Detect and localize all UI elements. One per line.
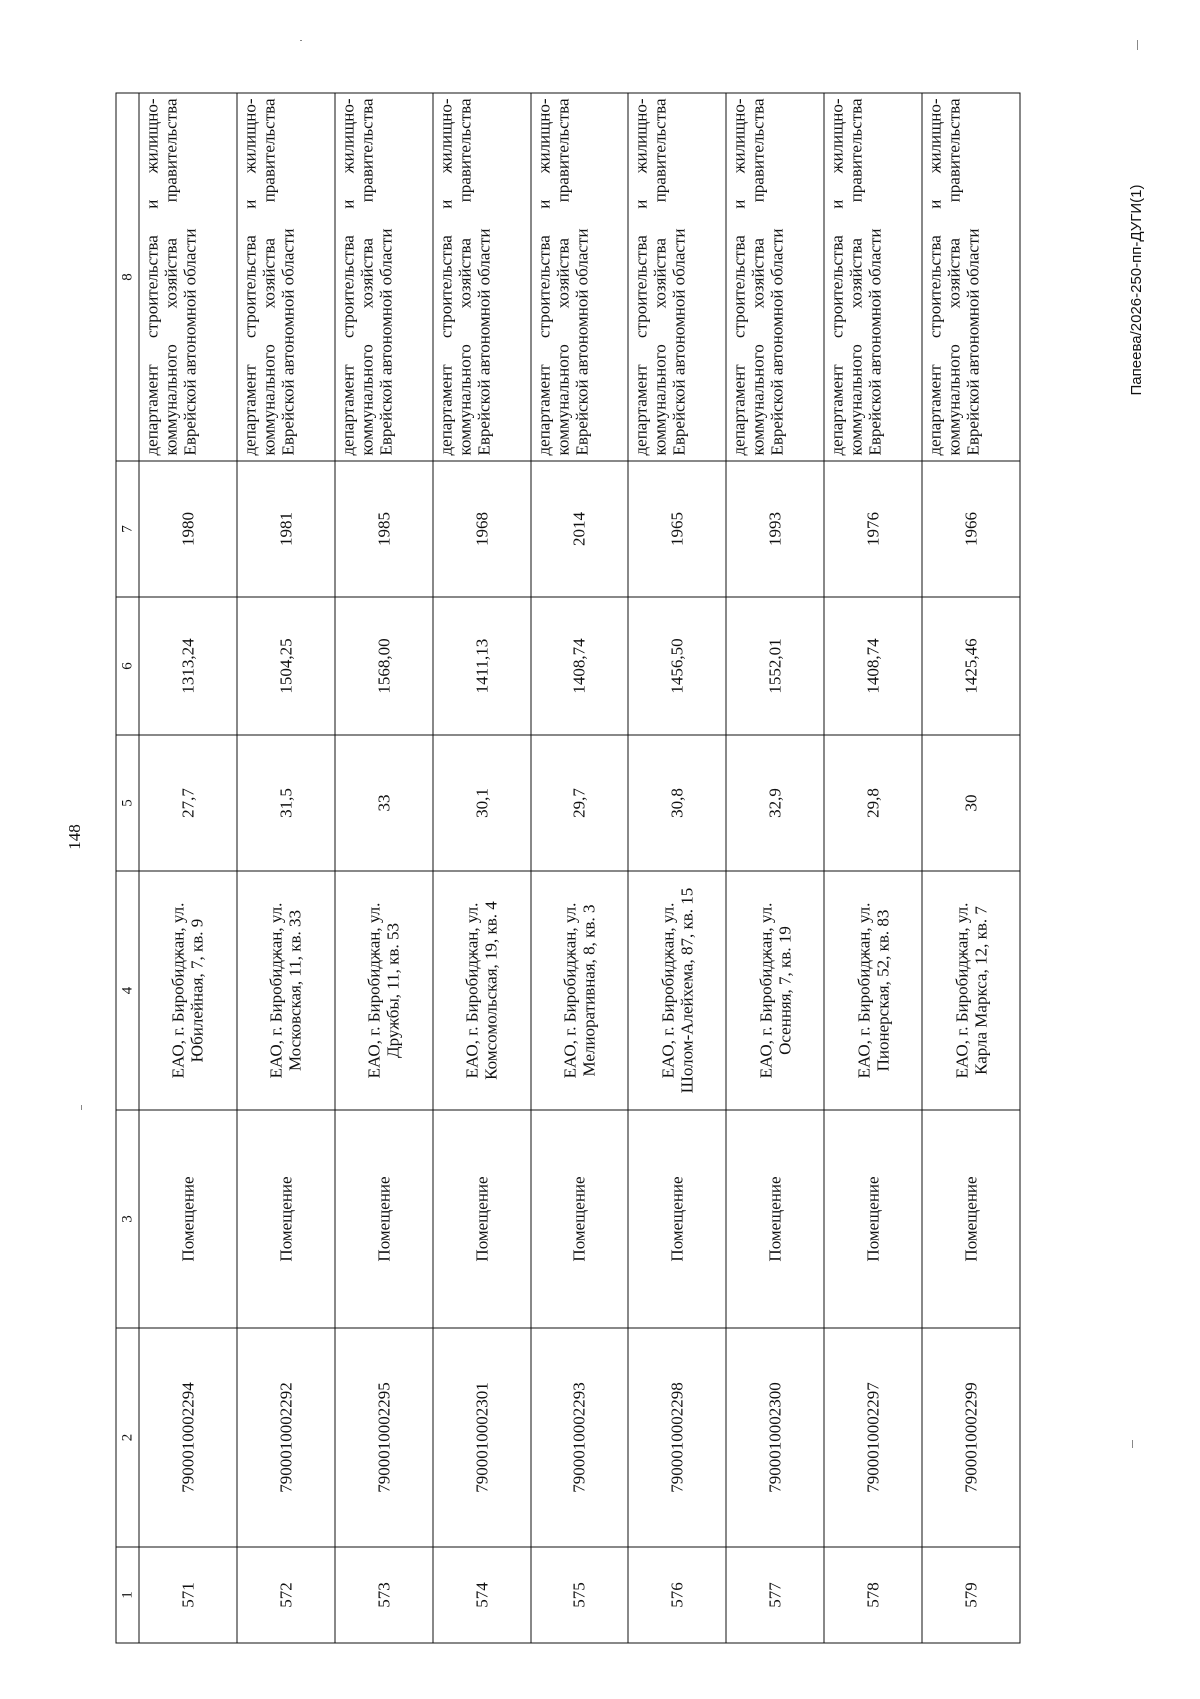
row-number-cell: 578	[824, 1547, 922, 1643]
year-cell: 2014	[531, 461, 629, 597]
address-cell: ЕАО, г. Биробиджан, ул. Осенняя, 7, кв. 19	[726, 871, 824, 1110]
value-cell: 1568,00	[335, 597, 433, 735]
object-type-cell: Помещение	[139, 1110, 237, 1328]
value-cell: 1313,24	[139, 597, 237, 735]
table-row	[237, 93, 335, 1643]
address-cell: ЕАО, г. Биробиджан, ул. Комсомольская, 19, кв. 4	[433, 871, 531, 1110]
scan-speck	[81, 1105, 82, 1110]
holder-cell: департамент строительства и жилищно-коммунального хозяйства правительства Еврейской автономной области	[922, 93, 1020, 461]
row-number-cell: 575	[531, 1547, 629, 1643]
value-cell: 1456,50	[628, 597, 726, 735]
address-cell: ЕАО, г. Биробиджан, ул. Юбилейная, 7, кв. 9	[139, 871, 237, 1110]
area-cell: 29,7	[531, 735, 629, 871]
year-cell: 1968	[433, 461, 531, 597]
object-type-cell: Помещение	[628, 1110, 726, 1328]
scan-speck	[300, 40, 302, 41]
row-number-cell: 579	[922, 1547, 1020, 1643]
area-cell: 27,7	[139, 735, 237, 871]
area-cell: 31,5	[237, 735, 335, 871]
column-header: 4	[116, 871, 139, 1110]
address-cell: ЕАО, г. Биробиджан, ул. Мелиоративная, 8, кв. 3	[531, 871, 629, 1110]
holder-cell: департамент строительства и жилищно-коммунального хозяйства правительства Еврейской автономной области	[433, 93, 531, 461]
cadastral-number-cell: 790001000229​4	[139, 1328, 237, 1547]
table-row	[628, 93, 726, 1643]
year-cell: 1966	[922, 461, 1020, 597]
holder-cell: департамент строительства и жилищно-коммунального хозяйства правительства Еврейской автономной области	[531, 93, 629, 461]
column-header: 7	[116, 461, 139, 597]
cadastral-number-cell: 7900010002301	[433, 1328, 531, 1547]
object-type-cell: Помещение	[433, 1110, 531, 1328]
page-number: 148	[65, 824, 84, 850]
holder-cell: департамент строительства и жилищно-коммунального хозяйства правительства Еврейской автономной области	[237, 93, 335, 461]
cadastral-number-cell: 7900010002298	[628, 1328, 726, 1547]
cadastral-number-cell: 7900010002293	[531, 1328, 629, 1547]
holder-cell: департамент строительства и жилищно-коммунального хозяйства правительства Еврейской автономной области	[824, 93, 922, 461]
address-cell: ЕАО, г. Биробиджан, ул. Дружбы, 11, кв. 53	[335, 871, 433, 1110]
year-cell: 1993	[726, 461, 824, 597]
column-header: 6	[116, 597, 139, 735]
object-type-cell: Помещение	[922, 1110, 1020, 1328]
area-cell: 30,1	[433, 735, 531, 871]
area-cell: 30	[922, 735, 1020, 871]
year-cell: 1965	[628, 461, 726, 597]
year-cell: 1980	[139, 461, 237, 597]
holder-cell: департамент строительства и жилищно-коммунального хозяйства правительства Еврейской автономной области	[335, 93, 433, 461]
column-number-header-row	[116, 93, 139, 1643]
year-cell: 1985	[335, 461, 433, 597]
table-row	[922, 93, 1020, 1643]
column-header: 3	[116, 1110, 139, 1328]
value-cell: 1408,74	[531, 597, 629, 735]
cadastral-number-cell: 7900010002300	[726, 1328, 824, 1547]
document-footer-code: Папеева/2026-250-пп-ДУГИ(1)	[1128, 184, 1145, 396]
object-type-cell: Помещение	[237, 1110, 335, 1328]
row-number-cell: 572	[237, 1547, 335, 1643]
row-number-cell: 573	[335, 1547, 433, 1643]
value-cell: 1408,74	[824, 597, 922, 735]
area-cell: 30,8	[628, 735, 726, 871]
row-number-cell: 574	[433, 1547, 531, 1643]
address-cell: ЕАО, г. Биробиджан, ул. Шолом-Алейхема, 87, кв. 15	[628, 871, 726, 1110]
table-row	[139, 93, 237, 1643]
column-header: 2	[116, 1328, 139, 1547]
address-cell: ЕАО, г. Биробиджан, ул. Пионерская, 52, кв. 83	[824, 871, 922, 1110]
object-type-cell: Помещение	[824, 1110, 922, 1328]
table-row	[824, 93, 922, 1643]
table-row	[335, 93, 433, 1643]
registry-table	[116, 94, 1021, 1644]
object-type-cell: Помещение	[726, 1110, 824, 1328]
row-number-cell: 577	[726, 1547, 824, 1643]
cadastral-number-cell: 7900010002292	[237, 1328, 335, 1547]
row-number-cell: 571	[139, 1547, 237, 1643]
cadastral-number-cell: 7900010002299	[922, 1328, 1020, 1547]
area-cell: 29,8	[824, 735, 922, 871]
scan-speck	[1137, 40, 1138, 50]
holder-cell: департамент строительства и жилищно-коммунального хозяйства правительства Еврейской автономной области	[726, 93, 824, 461]
cadastral-number-cell: 7900010002297	[824, 1328, 922, 1547]
value-cell: 1504,25	[237, 597, 335, 735]
table-row	[726, 93, 824, 1643]
holder-cell: департамент строительства и жилищно-коммунального хозяйства правительства Еврейской автономной области	[139, 93, 237, 461]
value-cell: 1552,01	[726, 597, 824, 735]
cadastral-number-cell: 7900010002295	[335, 1328, 433, 1547]
address-cell: ЕАО, г. Биробиджан, ул. Московская, 11, кв. 33	[237, 871, 335, 1110]
column-header: 1	[116, 1547, 139, 1643]
area-cell: 33	[335, 735, 433, 871]
value-cell: 1411,13	[433, 597, 531, 735]
year-cell: 1981	[237, 461, 335, 597]
table-row	[433, 93, 531, 1643]
holder-cell: департамент строительства и жилищно-коммунального хозяйства правительства Еврейской автономной области	[628, 93, 726, 461]
table-row	[531, 93, 629, 1643]
column-header: 8	[116, 93, 139, 461]
year-cell: 1976	[824, 461, 922, 597]
area-cell: 32,9	[726, 735, 824, 871]
address-cell: ЕАО, г. Биробиджан, ул. Карла Маркса, 12, кв. 7	[922, 871, 1020, 1110]
row-number-cell: 576	[628, 1547, 726, 1643]
object-type-cell: Помещение	[531, 1110, 629, 1328]
value-cell: 1425,46	[922, 597, 1020, 735]
scan-speck	[1132, 1440, 1133, 1448]
object-type-cell: Помещение	[335, 1110, 433, 1328]
column-header: 5	[116, 735, 139, 871]
